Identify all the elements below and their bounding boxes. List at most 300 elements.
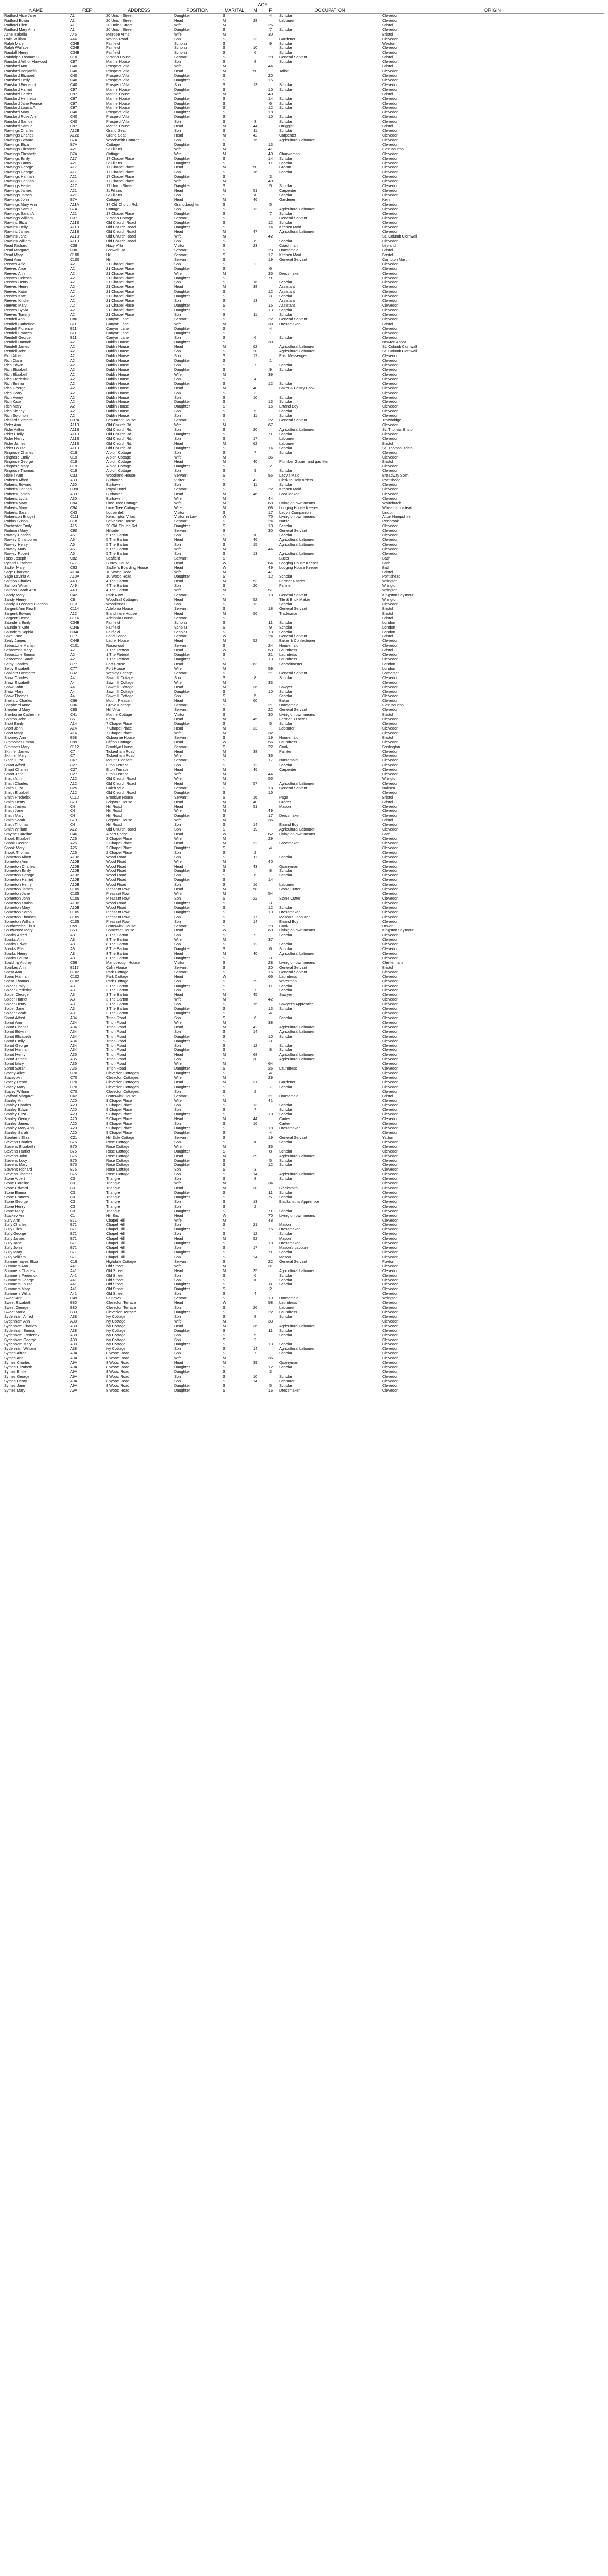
cell-ref: B80 — [70, 1301, 77, 1306]
cell-ref: A2 — [70, 354, 75, 359]
cell-occupation — [278, 1090, 381, 1094]
cell-ref: A38 — [69, 1315, 105, 1319]
cell-age-m — [247, 1260, 263, 1264]
cell-marital: W — [223, 1301, 226, 1306]
cell-address: 3 The Barton — [106, 988, 128, 993]
cell-address: Old Church Road — [106, 234, 136, 239]
cell-ref: A4 — [69, 690, 105, 694]
cell-origin: Cheltenham — [382, 960, 403, 965]
cell-occupation: Scholar — [279, 694, 293, 699]
table-row — [3, 1324, 604, 1329]
cell-origin: Clevedon — [381, 1122, 604, 1126]
table-row — [3, 23, 604, 28]
cell-occupation: Plumber Glazier and gasfitter — [278, 460, 381, 464]
cell-name: Somerton Thomas — [4, 914, 36, 919]
cell-origin: London — [381, 662, 604, 667]
cell-address: Rose Cottage — [105, 1140, 173, 1145]
cell-occupation: Scholar — [279, 1328, 293, 1333]
cell-position: Son — [173, 313, 222, 317]
cell-name: Ralls William — [3, 37, 69, 42]
cell-ref: C70 — [70, 1071, 77, 1076]
cell-name: Ransford Samuel — [4, 124, 34, 129]
cell-position: Servant — [174, 473, 188, 478]
cell-position: Son — [173, 37, 222, 42]
cell-occupation: Scholar — [279, 409, 293, 414]
cell-address: 17 Chapel Place — [106, 179, 134, 184]
cell-occupation: Stone Cutter — [279, 896, 301, 901]
cell-occupation: Scholar — [279, 1108, 293, 1112]
cell-ref: A41 — [69, 1278, 105, 1283]
cell-ref: C66 — [69, 699, 105, 703]
cell-occupation: Scholar — [278, 690, 381, 694]
cell-age-f — [263, 685, 278, 690]
cell-occupation: Scholar — [278, 1085, 381, 1090]
cell-age-m: 10 — [247, 533, 263, 538]
cell-age-f — [263, 579, 278, 584]
cell-origin: Clevedon — [381, 708, 604, 713]
cell-position: Son — [174, 914, 181, 919]
table-row — [3, 414, 604, 418]
cell-marital: M — [222, 285, 247, 290]
cell-ref: B77 — [69, 561, 105, 566]
cell-origin: Clevedon — [382, 1062, 399, 1066]
table-row — [3, 234, 604, 239]
cell-age-f — [263, 1200, 278, 1205]
cell-occupation: Kitchen Maid — [279, 252, 301, 257]
cell-address: Rose Cottage — [106, 1144, 130, 1149]
cell-origin: Clevedon — [382, 151, 399, 156]
table-row — [3, 805, 604, 809]
cell-marital: S — [223, 850, 225, 855]
cell-age-m: 14 — [252, 1172, 258, 1177]
table-row — [3, 823, 604, 827]
cell-ref: C97 — [70, 87, 77, 92]
cell-marital: S — [222, 138, 247, 143]
cell-position: Wife — [174, 666, 182, 671]
cell-address: 17 Union Street — [105, 184, 173, 189]
cell-age-m — [247, 786, 263, 791]
cell-age-m: 45 — [247, 717, 263, 722]
cell-ref: C67 — [70, 758, 77, 763]
cell-position: Son — [173, 883, 222, 887]
cell-ref: A21 — [70, 189, 77, 193]
table-row — [3, 956, 604, 961]
cell-age-f: 13 — [268, 308, 273, 312]
cell-name: Smith Henry — [3, 800, 69, 805]
cell-age-m — [247, 317, 263, 322]
cell-ref: A2 — [70, 648, 75, 653]
cell-position: Daughter — [174, 308, 190, 312]
cell-position: Wife — [174, 372, 182, 377]
cell-origin: Clevedon — [381, 1186, 604, 1191]
cell-position: Wife — [173, 754, 222, 758]
cell-ref: A2 — [70, 372, 75, 377]
cell-occupation — [278, 331, 381, 336]
cell-name: Saunders Sophia — [4, 630, 33, 634]
cell-ref: C70 — [70, 1089, 77, 1094]
cell-origin: Clevedon — [382, 1264, 399, 1268]
cell-name: Rendell Florence — [4, 326, 33, 331]
cell-ref: A2 — [70, 299, 75, 303]
cell-age-m — [247, 657, 263, 662]
cell-address: 8 The Barton — [105, 938, 173, 942]
cell-address: Old Church Road — [106, 777, 136, 782]
table-row — [3, 1315, 604, 1319]
cell-address: 17 Chapel Place — [105, 165, 173, 170]
cell-occupation: Scholar — [279, 115, 293, 120]
cell-ref: A38 — [70, 1347, 77, 1351]
cell-name: Stacey Alice — [4, 1071, 25, 1076]
cell-name: Rich Elizabeth — [4, 372, 29, 377]
cell-occupation: Gardener — [279, 1080, 296, 1084]
table-row — [3, 483, 604, 487]
cell-origin: Clevedon — [381, 110, 604, 115]
cell-age-f: 23 — [263, 248, 278, 253]
cell-marital: S — [222, 28, 247, 32]
table-row — [3, 382, 604, 386]
cell-ref: A2 — [70, 262, 75, 266]
cell-occupation: Labourer — [278, 1379, 381, 1384]
cell-position: Servant — [173, 708, 222, 713]
cell-occupation — [278, 731, 381, 736]
cell-occupation: Scholar — [278, 432, 381, 437]
cell-age-m: 16 — [252, 280, 258, 285]
cell-position: Daughter — [174, 446, 190, 450]
cell-occupation: Agricultural Labourer — [279, 1154, 315, 1158]
table-row — [3, 814, 604, 818]
cell-name: Sully William — [4, 1255, 26, 1259]
cell-ref: A38 — [69, 1342, 105, 1347]
cell-occupation — [278, 892, 381, 896]
cell-marital: S — [223, 262, 225, 266]
cell-ref: B80 — [69, 1306, 105, 1310]
cell-address: Canyon Lane — [106, 326, 129, 331]
cell-ref: A41 — [69, 1287, 105, 1292]
cell-name: Rich Edwin — [4, 363, 23, 368]
table-row — [3, 290, 604, 294]
cell-origin: Clevedon — [382, 675, 399, 680]
table-row — [3, 653, 604, 657]
cell-position: Daughter — [174, 464, 190, 469]
cell-age-f: 30 — [268, 529, 273, 533]
cell-age-m — [247, 1066, 263, 1071]
cell-position: Servant — [173, 607, 222, 612]
cell-ref: B75 — [70, 1144, 77, 1149]
table-row — [3, 1039, 604, 1044]
cell-marital: S — [222, 349, 247, 354]
cell-origin: Whitchurch — [382, 501, 401, 505]
cell-age-f — [263, 349, 278, 354]
table-row — [3, 809, 604, 814]
cell-age-f: 13 — [268, 400, 273, 404]
cell-occupation: Agricultural Labourer — [279, 538, 315, 543]
cell-occupation: Agricultural Labourer — [278, 138, 381, 143]
cell-marital: M — [223, 179, 226, 184]
cell-position: Servant — [174, 703, 188, 708]
cell-age-m: 11 — [247, 414, 263, 418]
cell-age-m — [247, 143, 263, 147]
cell-occupation — [278, 901, 381, 906]
cell-marital: M — [223, 859, 226, 864]
cell-age-m — [247, 1126, 263, 1131]
cell-marital: S — [223, 326, 225, 331]
cell-occupation — [278, 588, 381, 593]
cell-age-m — [247, 772, 263, 777]
cell-age-f: 44 — [263, 772, 278, 777]
cell-position: Wife — [173, 938, 222, 942]
cell-age-f — [263, 299, 278, 303]
table-row — [3, 230, 604, 234]
cell-name: Selby Charles — [3, 662, 69, 667]
cell-occupation: Living on own means — [279, 713, 315, 717]
cell-occupation: General Servant — [278, 671, 381, 676]
cell-occupation — [278, 851, 381, 855]
cell-name: Ransford Arthur Harwood — [4, 60, 47, 64]
cell-ref: A9A — [70, 1356, 77, 1361]
cell-address: Osbourne House — [105, 736, 173, 740]
cell-address: Fairfield — [106, 41, 120, 46]
cell-marital: S — [222, 533, 247, 538]
cell-position: Head — [173, 230, 222, 234]
cell-name: Stanley Sarah — [3, 1131, 69, 1136]
table-row — [3, 1112, 604, 1117]
cell-age-m: 68 — [252, 1053, 258, 1057]
table-row — [3, 143, 604, 147]
table-row — [3, 170, 604, 175]
cell-origin: Puxton — [381, 1260, 604, 1264]
cell-address: 10 Wood Road — [106, 574, 132, 579]
table-row — [3, 1287, 604, 1292]
cell-age-m — [247, 340, 263, 345]
cell-age-f: 12 — [268, 905, 273, 910]
cell-name: Rawlings Charles — [3, 129, 69, 133]
cell-age-f: 19 — [268, 1135, 273, 1140]
cell-age-f: 53 — [268, 648, 273, 653]
cell-origin: Clevedon — [382, 547, 399, 551]
cell-age-m: 10 — [247, 46, 263, 50]
cell-position: Son — [174, 262, 181, 266]
cell-marital: S — [223, 391, 225, 395]
table-row — [3, 892, 604, 896]
cell-age-m — [247, 308, 263, 313]
cell-name: Stevens Charles — [3, 1140, 69, 1145]
cell-ref: B80 — [70, 1310, 77, 1314]
table-row — [3, 1301, 604, 1306]
cell-age-f — [263, 699, 278, 703]
table-row — [3, 1296, 604, 1301]
cell-address: Old Church Road — [106, 225, 136, 230]
cell-age-m: 13 — [252, 602, 258, 606]
cell-age-f: 30 — [263, 340, 278, 345]
cell-address: 7 Chapel Place — [105, 726, 173, 731]
cell-age-m — [247, 1011, 263, 1016]
table-row — [3, 543, 604, 547]
table-row — [3, 865, 604, 869]
cell-origin: Bath — [382, 832, 391, 837]
cell-age-m: 2 — [254, 262, 257, 266]
cell-marital: M — [223, 841, 226, 845]
cell-age-m: 40 — [247, 386, 263, 391]
cell-name: Smart Jane — [3, 772, 69, 777]
cell-ref: A2 — [69, 267, 105, 272]
cell-origin: Bath — [381, 561, 604, 566]
cell-age-m — [247, 892, 263, 896]
cell-age-m: 20 — [252, 584, 258, 588]
cell-origin: Clevedon — [381, 386, 604, 391]
cell-ref: A11B — [69, 423, 105, 428]
cell-age-f: 22 — [268, 418, 273, 423]
cell-name: Stevens John — [4, 1154, 27, 1158]
cell-origin: Clevedon — [381, 726, 604, 731]
cell-position: Daughter — [173, 340, 222, 345]
cell-occupation — [278, 327, 381, 331]
cell-age-m: 4 — [247, 377, 263, 382]
table-row — [3, 685, 604, 690]
cell-age-f — [263, 313, 278, 317]
cell-occupation: Carpenter — [279, 133, 296, 138]
cell-age-m — [247, 179, 263, 184]
cell-name: Smith Thomas — [4, 823, 29, 827]
cell-name: Sprod Ann — [3, 1021, 69, 1025]
table-row — [3, 207, 604, 212]
cell-name: Sparks Alfred — [4, 933, 27, 938]
cell-marital: S — [222, 451, 247, 455]
cell-age-m — [247, 28, 263, 32]
cell-position: Head — [173, 662, 222, 667]
cell-name: Sydenham Emma — [4, 1328, 35, 1333]
cell-origin: Clevedon — [381, 956, 604, 961]
cell-age-m — [247, 157, 263, 161]
cell-address: Old Church Rd. — [105, 442, 173, 446]
cell-name: Ransford Rose Ann — [4, 115, 38, 120]
cell-age-f: 17 — [268, 252, 273, 257]
cell-name: Sage Charlotte — [3, 570, 69, 575]
cell-age-m — [247, 956, 263, 961]
cell-origin: Clevedon — [382, 326, 399, 331]
cell-age-m — [247, 1136, 263, 1140]
cell-ref: A1 — [70, 13, 75, 18]
cell-address: Prospect Villa — [105, 110, 173, 115]
cell-address: Hill Road — [106, 804, 122, 809]
cell-position: Son — [173, 533, 222, 538]
cell-marital: S — [223, 574, 225, 579]
table-row — [3, 1232, 604, 1236]
cell-position: Daughter — [174, 326, 190, 331]
cell-name: Snook Elizabeth — [3, 837, 69, 841]
cell-marital: M — [222, 442, 247, 446]
cell-occupation: Page — [279, 795, 289, 800]
cell-age-m — [247, 1112, 263, 1117]
cell-marital: S — [223, 1365, 225, 1370]
cell-age-m: 47 — [247, 230, 263, 234]
cell-age-f: 3 — [263, 294, 278, 299]
cell-origin: Clevedon — [381, 1241, 604, 1246]
cell-marital: S — [222, 46, 247, 50]
cell-address: 21 Chapel Place — [105, 267, 173, 272]
cell-address: Park Row — [106, 593, 123, 598]
table-row — [3, 1223, 604, 1227]
cell-age-m — [247, 1076, 263, 1080]
table-row — [3, 1066, 604, 1071]
cell-position: Son — [174, 1347, 181, 1351]
cell-origin: Clevedon — [381, 1370, 604, 1375]
table-row — [3, 418, 604, 423]
cell-position: Head — [173, 782, 222, 786]
cell-position: Servant — [174, 519, 188, 524]
cell-marital: M — [222, 699, 247, 703]
cell-age-f: 59 — [268, 666, 273, 671]
cell-age-m — [247, 1163, 263, 1167]
col-header-marital: MARITAL — [222, 7, 247, 14]
cell-position: Visitor in Law — [173, 515, 222, 519]
cell-name: Ransford Samuel — [3, 120, 69, 124]
cell-age-m — [247, 671, 263, 676]
cell-position: Servant — [173, 643, 222, 648]
cell-origin: Clevedon — [381, 717, 604, 722]
cell-name: Reeves Henry — [4, 280, 28, 285]
cell-address: 17 Chapel Place — [106, 170, 134, 175]
cell-ref: A9A — [69, 1351, 105, 1356]
cell-marital: S — [222, 736, 247, 740]
cell-position: Head — [174, 538, 183, 543]
cell-age-f — [263, 979, 278, 984]
cell-occupation: Agricultural Labourer — [278, 1057, 381, 1062]
cell-position: Son — [174, 1292, 181, 1296]
cell-ref: A35 — [70, 1053, 77, 1057]
cell-name: Ralph Wallace — [3, 46, 69, 50]
cell-name: Sprod George — [4, 1043, 28, 1048]
cell-age-m — [247, 910, 263, 915]
cell-age-f — [263, 805, 278, 809]
cell-address: Clifton Cottage — [106, 740, 131, 744]
cell-origin: Clevedon — [382, 1356, 399, 1361]
cell-position: Son — [173, 552, 222, 556]
table-row — [3, 1200, 604, 1205]
cell-origin: Clevedon — [381, 892, 604, 896]
cell-age-f: 14 — [268, 446, 273, 450]
cell-position: Head — [174, 685, 183, 689]
cell-marital: S — [223, 96, 225, 101]
cell-position: Servant — [173, 965, 222, 970]
cell-name: Ransford Harriet — [3, 92, 69, 97]
cell-position: Daughter — [174, 142, 190, 147]
cell-address: Triton Road — [105, 1021, 173, 1025]
cell-name: Rich Emma — [4, 381, 24, 386]
cell-age-m: 6 — [254, 335, 257, 340]
cell-age-f — [263, 1246, 278, 1250]
cell-occupation: Labourer — [278, 19, 381, 23]
cell-name: Stone Mary — [4, 1209, 24, 1213]
cell-address: Triangle — [105, 1186, 173, 1191]
cell-position: Son — [174, 207, 181, 211]
cell-name: Rowley Christopher — [4, 538, 38, 543]
cell-origin: Clevedon — [382, 299, 399, 303]
cell-age-m: 13 — [247, 83, 263, 88]
cell-marital: M — [222, 230, 247, 234]
cell-ref: C40 — [69, 120, 105, 124]
table-row — [3, 1384, 604, 1388]
cell-address: Marine House — [106, 106, 130, 110]
table-row — [3, 363, 604, 368]
table-row — [3, 336, 604, 341]
cell-marital: M — [223, 611, 226, 616]
cell-position: Daughter — [173, 1287, 222, 1292]
cell-origin: Clevedon — [381, 763, 604, 768]
cell-name: Stafford Margaret — [3, 1094, 69, 1099]
table-row — [3, 1338, 604, 1343]
cell-position: Son — [174, 391, 181, 395]
cell-marital: M — [223, 189, 226, 193]
